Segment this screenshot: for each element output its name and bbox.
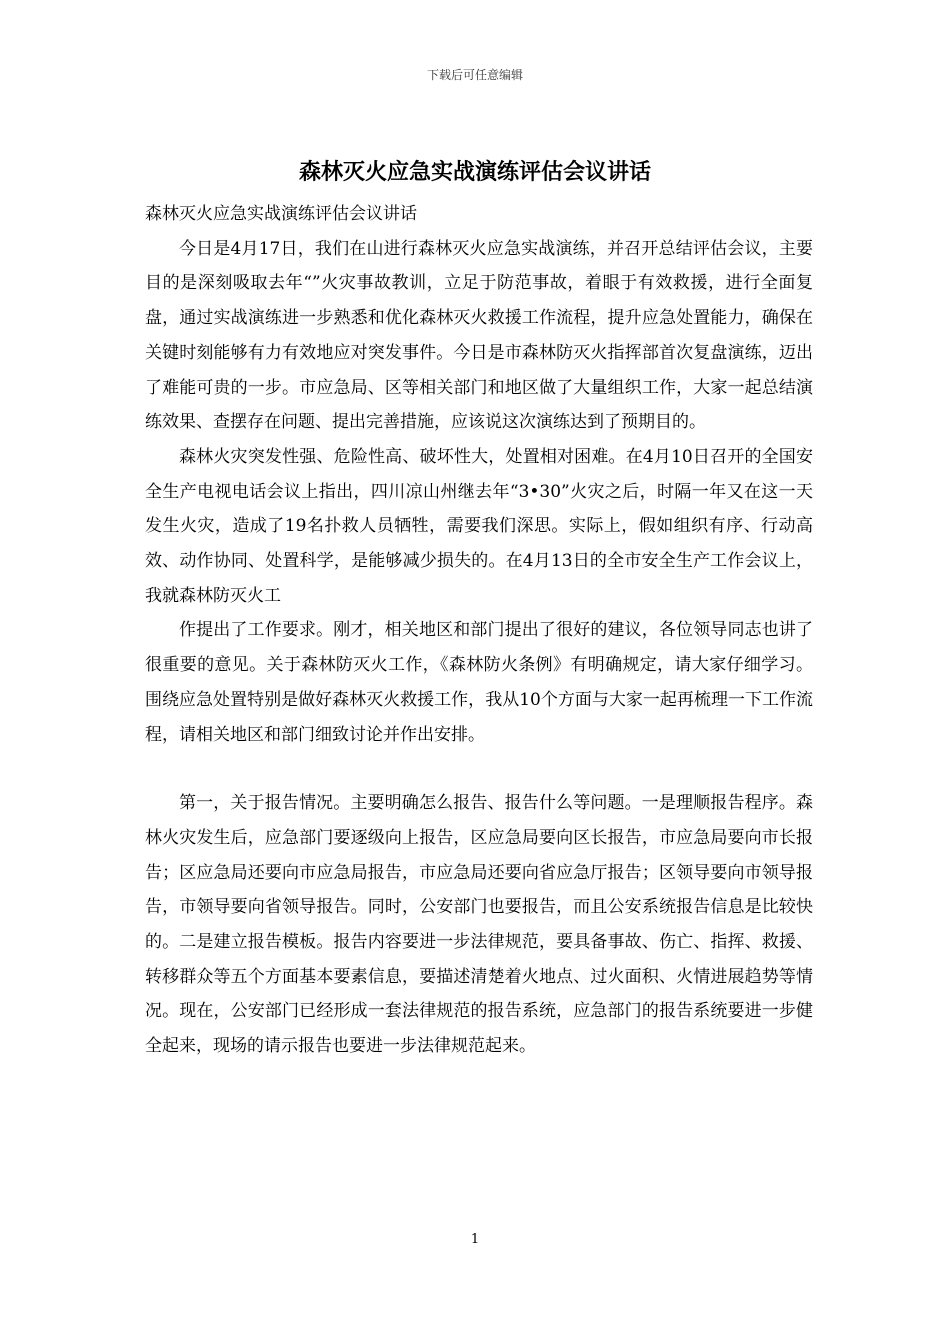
body-paragraph: 森林火灾突发性强、危险性高、破坏性大，处置相对困难。在4月10日召开的全国安全生产电视电话会议上指出，四川凉山州继去年“3•30”火灾之后，时隔一年又在这一天发生火灾，造成了19名扑救人员牺牲，需要我们深思。实际上，假如组织有序、行动高效、动作协同、处置科学，是能够减少损失的。在4月13日的全市安全生产工作会议上，我就森林防灭火工 [145, 446, 813, 606]
page-number: 1 [470, 1232, 480, 1247]
document-title: 森林灭火应急实战演练评估会议讲话 [298, 159, 651, 185]
body-paragraph: 作提出了工作要求。刚才，相关地区和部门提出了很好的建议，各位领导同志也讲了很重要的意见。关于森林防灭火工作，《森林防火条例》有明确规定，请大家仔细学习。围绕应急处置特别是做好森林灭火救援工作，我从10个方面与大家一起再梳理一下工作流程，请相关地区和部门细致讨论并作出安排。 [145, 620, 813, 745]
document-body [145, 197, 813, 1064]
header-note: 下载后可任意编辑 [426, 68, 523, 82]
body-paragraph: 第一，关于报告情况。主要明确怎么报告、报告什么等问题。一是理顺报告程序。森林火灾发生后，应急部门要逐级向上报告，区应急局要向区长报告，市应急局要向市长报告；区应急局还要向市应急局报告，市应急局还要向省应急厅报告；区领导要向市领导报告，市领导要向省领导报告。同时，公安部门也要报告，而且公安系统报告信息是比较快的。二是建立报告模板。报告内容要进一步法律规范，要具备事故、伤亡、指挥、救援、转移群众等五个方面基本要素信息，要描述清楚着火地点、过火面积、火情进展趋势等情况。现在，公安部门已经形成一套法律规范的报告系统，应急部门的报告系统要进一步健全起来，现场的请示报告也要进一步法律规范起来。 [145, 793, 813, 1057]
body-paragraph: 今日是4月17日，我们在山进行森林灭火应急实战演练，并召开总结评估会议，主要目的是深刻吸取去年“”火灾事故教训，立足于防范事故，着眼于有效救援，进行全面复盘，通过实战演练进一步熟悉和优化森林灭火救援工作流程，提升应急处置能力，确保在关键时刻能够有力有效地应对突发事件。今日是市森林防灭火指挥部首次复盘演练，迈出了难能可贵的一步。市应急局、区等相关部门和地区做了大量组织工作，大家一起总结演练效果、查摆存在问题、提出完善措施，应该说这次演练达到了预期目的。 [145, 238, 813, 433]
subtitle-line: 森林灭火应急实战演练评估会议讲话 [145, 204, 417, 224]
